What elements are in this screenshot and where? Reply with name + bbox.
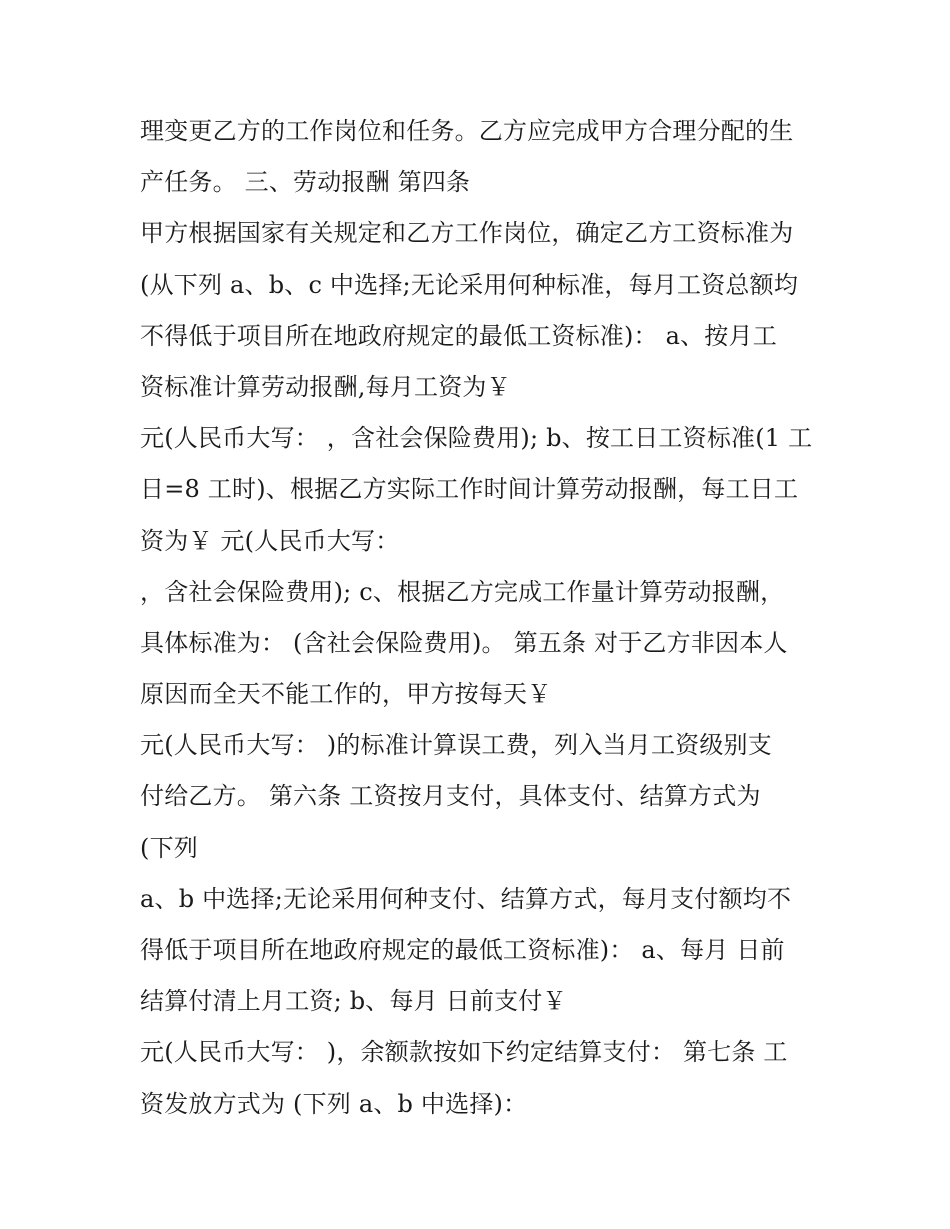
document-body (140, 106, 820, 1130)
text-line: 日=8 工时)、根据乙方实际工作时间计算劳动报酬，每工日工 (140, 475, 799, 504)
text-line: 理变更乙方的工作岗位和任务。乙方应完成甲方合理分配的生 (140, 117, 794, 145)
text-line: 得低于项目所在地政府规定的最低工资标准)： a、每月 日前 (140, 936, 785, 964)
text-line: 不得低于项目所在地政府规定的最低工资标准)： a、按月工 (140, 321, 777, 350)
text-line: a、b 中选择;无论采用何种支付、结算方式，每月支付额均不 (140, 884, 792, 913)
text-line: ，含社会保险费用); c、根据乙方完成工作量计算劳动报酬， (140, 577, 785, 606)
text-line: 具体标准为： (含社会保险费用)。 第五条 对于乙方非因本人 (140, 628, 788, 657)
text-line: (下列 (140, 833, 198, 862)
text-line: (从下列 a、b、c 中选择;无论采用何种标准，每月工资总额均 (140, 270, 799, 299)
text-line: 原因而全天不能工作的，甲方按每天￥ (140, 680, 552, 709)
text-line: 资发放方式为 (下列 a、b 中选择)： (140, 1089, 528, 1118)
text-line: 元(人民币大写： )，余额款按如下约定结算支付： 第七条 工 (140, 1038, 788, 1067)
text-line: 资为￥ 元(人民币大写： (140, 526, 400, 555)
text-line: 元(人民币大写： )的标准计算误工费，列入当月工资级别支 (140, 731, 772, 760)
text-line: 资标准计算劳动报酬,每月工资为￥ (140, 372, 511, 401)
text-line: 甲方根据国家有关规定和乙方工作岗位，确定乙方工资标准为 (140, 219, 794, 248)
text-line: 付给乙方。 第六条 工资按月支付，具体支付、结算方式为 (140, 782, 761, 811)
text-line: 结算付清上月工资; b、每月 日前支付￥ (140, 987, 567, 1016)
text-line: 产任务。 三、劳动报酬 第四条 (140, 168, 471, 197)
text-line: 元(人民币大写： ，含社会保险费用); b、按工日工资标准(1 工 (140, 424, 813, 453)
